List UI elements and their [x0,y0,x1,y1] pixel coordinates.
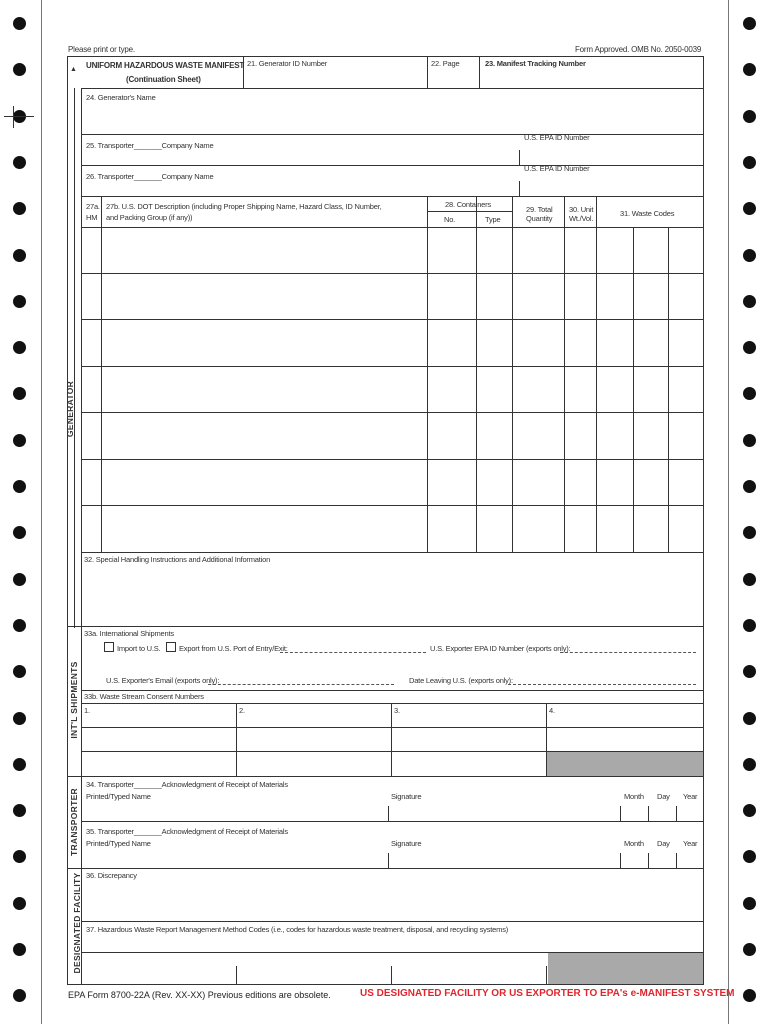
t34-tick-4 [676,806,677,821]
t35-tick-4 [676,853,677,868]
registration-mark-vertical [13,106,14,128]
dot-description-label-1: 27b. U.S. DOT Description (including Proper Shipping Name, Hazard Class, ID Number, [106,202,382,211]
e-manifest-notice: US DESIGNATED FACILITY OR US EXPORTER TO EPA's e-MANIFEST SYSTEM [360,988,735,999]
table-row-line [81,552,703,553]
unit-label-2: Wt./Vol. [569,214,594,223]
transporter25-label: 25. Transporter_______Company Name [86,141,214,150]
right-feed-hole [743,619,756,632]
transporter34-year: Year [683,792,698,801]
t35-tick-2 [620,853,621,868]
transporter-section-bottom [67,868,703,869]
consent-div-1 [236,703,237,776]
right-feed-hole [743,434,756,447]
page-label: 22. Page [431,59,460,68]
dot-description-label-2: and Packing Group (if any)) [106,213,193,222]
left-feed-hole [13,341,26,354]
table-column-divider [564,196,565,552]
transporter35-day: Day [657,839,670,848]
frame-top [67,56,704,57]
transporter26-epa-label: U.S. EPA ID Number [524,164,590,173]
header-divider-2 [427,56,428,88]
transporter26-tick [519,181,520,196]
arrow-marker: ▲ [70,66,77,73]
import-checkbox[interactable] [104,642,114,652]
frame-left [67,56,68,984]
transporter35-month: Month [624,839,644,848]
left-feed-hole [13,850,26,863]
generator-id-label: 21. Generator ID Number [247,59,328,68]
t34-tick-3 [648,806,649,821]
t34-tick-2 [620,806,621,821]
exporter-email-field[interactable] [208,684,394,685]
left-feed-hole [13,295,26,308]
containers-no-label: No. [444,215,456,224]
right-feed-hole [743,758,756,771]
frame-right [703,56,704,984]
left-feed-hole [13,434,26,447]
mc-div-3 [546,966,547,984]
right-perforation-line [728,0,729,1024]
left-feed-hole [13,943,26,956]
t35-tick-1 [388,853,389,868]
hm-label-1: 27a. [86,202,100,211]
exporter-epa-id-field[interactable] [560,652,696,653]
transporter35-year: Year [683,839,698,848]
generator-name-label: 24. Generator's Name [86,93,156,102]
date-leaving-label: Date Leaving U.S. (exports only): [409,676,513,685]
special-handling-label: 32. Special Handling Instructions and Additional Information [84,555,271,564]
table-row-line [81,366,703,367]
left-feed-hole [13,156,26,169]
international-shipments-label: 33a. International Shipments [84,629,174,638]
left-feed-hole [13,63,26,76]
discrepancy-label: 36. Discrepancy [86,871,137,880]
registration-mark [4,116,34,117]
transporter34-month: Month [624,792,644,801]
left-feed-hole [13,665,26,678]
left-feed-hole [13,758,26,771]
table-row-line [81,319,703,320]
consent-div-2 [391,703,392,776]
right-feed-hole [743,156,756,169]
intl-shipments-side-label: INT'L SHIPMENTS [69,661,79,739]
table-row-line [81,505,703,506]
generator-side-label: GENERATOR [65,380,75,438]
unit-label-1: 30. Unit [569,205,594,214]
exporter-email-label: U.S. Exporter's Email (exports only): [106,676,220,685]
mc-div-2 [391,966,392,984]
containers-split [427,211,512,212]
transporter35-name-label: Printed/Typed Name [86,839,151,848]
left-feed-hole [13,202,26,215]
left-feed-hole [13,804,26,817]
left-feed-hole [13,989,26,1002]
table-column-divider [427,196,428,552]
consent-shaded-cell [547,752,703,776]
header-divider-3 [479,56,480,88]
management-shaded-cell [548,953,703,984]
right-feed-hole [743,665,756,678]
table-header-bottom [81,227,703,228]
table-column-divider [512,196,513,552]
table-row-line [81,412,703,413]
mc-div-1 [236,966,237,984]
form-subtitle: (Continuation Sheet) [126,75,201,84]
row25-bottom [81,165,703,166]
left-feed-hole [13,573,26,586]
table-column-divider [101,196,102,552]
left-feed-hole [13,249,26,262]
transporter34-day: Day [657,792,670,801]
transporter-side-label: TRANSPORTER [69,788,79,856]
right-feed-hole [743,295,756,308]
header-bottom-line [81,88,703,89]
containers-type-label: Type [485,215,501,224]
consent-4: 4. [549,706,555,715]
transporter25-tick [519,150,520,165]
generator-band-inner [74,88,75,628]
transporter26-label: 26. Transporter_______Company Name [86,172,214,181]
left-feed-hole [13,17,26,30]
port-entry-exit-field[interactable] [280,652,426,653]
total-quantity-label-1: 29. Total [526,205,553,214]
export-label: Export from U.S. Port of Entry/Exit: [179,644,288,653]
transporter35-label: 35. Transporter_______Acknowledgment of Receipt of Materials [86,827,288,836]
print-instruction: Please print or type. [68,45,135,54]
total-quantity-label-2: Quantity [526,214,553,223]
waste-code-divider [633,227,634,552]
right-feed-hole [743,526,756,539]
right-feed-hole [743,989,756,1002]
consent-numbers-label: 33b. Waste Stream Consent Numbers [84,692,204,701]
right-feed-hole [743,17,756,30]
hm-label-2: HM [86,213,98,222]
consent-header-line [81,703,703,704]
export-checkbox[interactable] [166,642,176,652]
right-feed-hole [743,63,756,76]
form-title: UNIFORM HAZARDOUS WASTE MANIFEST [86,61,245,70]
right-feed-hole [743,249,756,262]
right-feed-hole [743,850,756,863]
right-feed-hole [743,110,756,123]
transporter25-epa-label: U.S. EPA ID Number [524,133,590,142]
row26-bottom [81,196,703,197]
waste-codes-label: 31. Waste Codes [620,209,675,218]
right-feed-hole [743,897,756,910]
transporter34-name-label: Printed/Typed Name [86,792,151,801]
left-feed-hole [13,526,26,539]
form-number-footer: EPA Form 8700-22A (Rev. XX-XX) Previous editions are obsolete. [68,990,331,1000]
consent-1: 1. [84,706,90,715]
row34-bottom [81,821,703,822]
consent-2: 2. [239,706,245,715]
transporter35-signature-label: Signature [391,839,422,848]
right-feed-hole [743,804,756,817]
left-feed-hole [13,712,26,725]
right-feed-hole [743,573,756,586]
row33a-bottom [81,690,703,691]
containers-label: 28. Containers [445,200,491,209]
table-row-line [81,273,703,274]
left-feed-hole [13,387,26,400]
management-codes-label: 37. Hazardous Waste Report Management Method Codes (i.e., codes for hazardous waste treatment, disposal, and recycling systems) [86,925,509,934]
consent-3: 3. [394,706,400,715]
right-feed-hole [743,387,756,400]
frame-bottom [67,984,704,985]
right-feed-hole [743,480,756,493]
section-band-divider [81,88,82,984]
date-leaving-field[interactable] [508,684,696,685]
row36-bottom [81,921,703,922]
exporter-epa-id-label: U.S. Exporter EPA ID Number (exports only): [430,644,571,653]
row24-bottom [81,134,703,135]
t35-tick-3 [648,853,649,868]
right-feed-hole [743,712,756,725]
right-feed-hole [743,341,756,354]
header-divider-1 [243,56,244,88]
left-perforation-line [41,0,42,1024]
transporter34-label: 34. Transporter_______Acknowledgment of Receipt of Materials [86,780,288,789]
omb-approval: Form Approved. OMB No. 2050-0039 [575,45,702,54]
designated-facility-side-label: DESIGNATED FACILITY [72,872,82,974]
left-feed-hole [13,619,26,632]
left-feed-hole [13,897,26,910]
right-feed-hole [743,202,756,215]
consent-mid-line [81,727,703,728]
tracking-number-label: 23. Manifest Tracking Number [485,59,586,68]
table-row-line [81,459,703,460]
t34-tick-1 [388,806,389,821]
row32-bottom [67,626,703,627]
right-feed-hole [743,943,756,956]
left-feed-hole [13,480,26,493]
table-column-divider [476,196,477,552]
import-label: Import to U.S. [117,644,161,653]
transporter34-signature-label: Signature [391,792,422,801]
intl-section-bottom [67,776,703,777]
table-column-divider [596,196,597,552]
waste-code-divider [668,227,669,552]
